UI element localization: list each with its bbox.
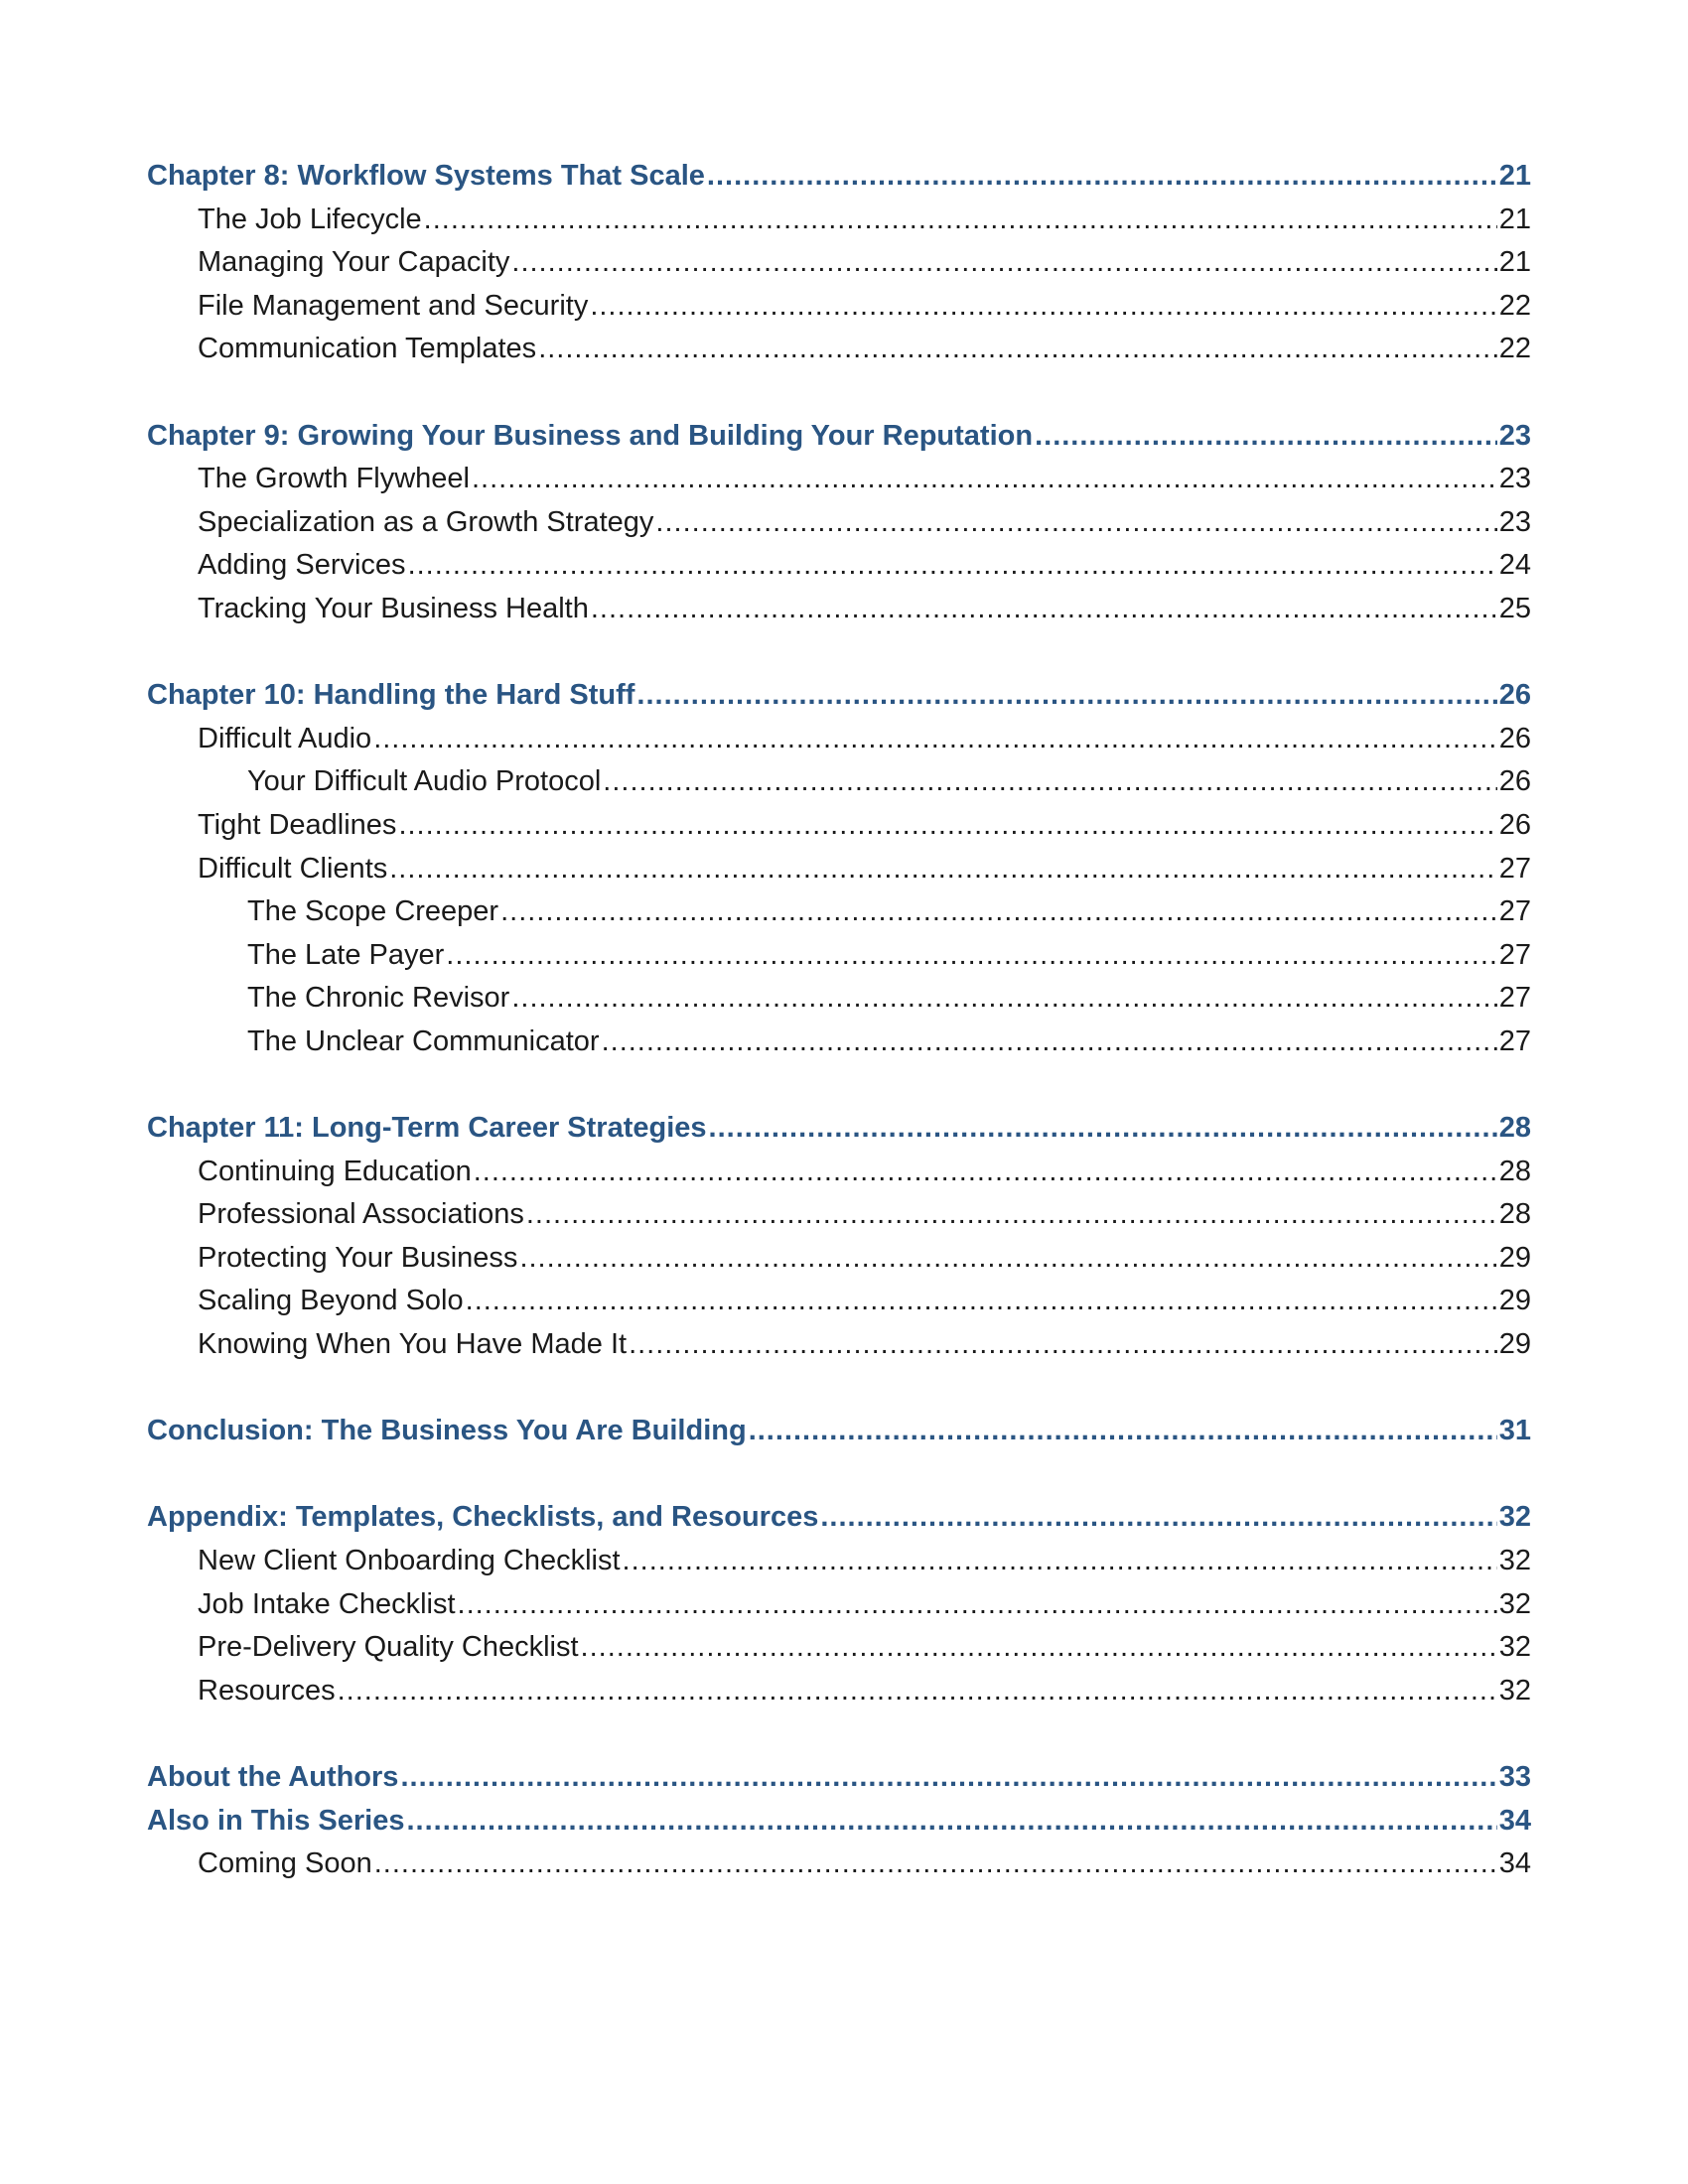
toc-entry-title: Adding Services — [198, 549, 406, 582]
dot-leader — [472, 458, 1497, 501]
toc-chapter-entry[interactable] — [147, 1496, 1531, 1540]
toc-entry-page-number: 29 — [1498, 1285, 1531, 1317]
toc-entry-title: Protecting Your Business — [198, 1241, 518, 1274]
toc-entry-title: Chapter 10: Handling the Hard Stuff — [147, 679, 635, 712]
toc-entry-title: Chapter 11: Long-Term Career Strategies — [147, 1112, 707, 1145]
toc-section-entry[interactable] — [147, 1193, 1531, 1237]
table-of-contents — [147, 155, 1531, 1886]
toc-section-entry[interactable] — [147, 458, 1531, 501]
toc-section-entry[interactable] — [147, 285, 1531, 329]
dot-leader — [538, 328, 1497, 371]
toc-entry-page-number: 23 — [1498, 419, 1531, 452]
dot-leader — [511, 977, 1496, 1021]
toc-chapter-entry[interactable] — [147, 1410, 1531, 1453]
toc-entry-page-number: 27 — [1498, 852, 1531, 885]
dot-leader — [511, 241, 1496, 285]
toc-section-entry[interactable] — [147, 1626, 1531, 1670]
toc-entry-page-number: 21 — [1498, 246, 1531, 279]
dot-leader — [820, 1496, 1496, 1540]
toc-entry-page-number: 26 — [1498, 765, 1531, 798]
toc-entry-title: Communication Templates — [198, 333, 537, 365]
toc-entry-page-number: 26 — [1498, 808, 1531, 841]
toc-section-entry[interactable] — [147, 1583, 1531, 1627]
toc-entry-title: The Scope Creeper — [247, 895, 499, 928]
dot-leader — [709, 1107, 1497, 1151]
toc-entry-title: Your Difficult Audio Protocol — [247, 765, 602, 798]
toc-entry-title: Professional Associations — [198, 1198, 524, 1231]
toc-entry-page-number: 23 — [1498, 505, 1531, 538]
toc-chapter-entry[interactable] — [147, 415, 1531, 459]
toc-entry-page-number: 26 — [1498, 722, 1531, 754]
toc-chapter-entry[interactable] — [147, 155, 1531, 199]
dot-leader — [373, 718, 1497, 761]
dot-leader — [408, 544, 1497, 588]
dot-leader — [474, 1151, 1497, 1194]
toc-entry-title: Difficult Audio — [198, 722, 372, 754]
dot-leader — [749, 1410, 1497, 1453]
toc-section-entry[interactable] — [147, 328, 1531, 371]
toc-section-entry[interactable] — [147, 199, 1531, 242]
dot-leader — [466, 1280, 1497, 1323]
toc-subsection-entry[interactable] — [147, 934, 1531, 978]
toc-entry-page-number: 27 — [1498, 895, 1531, 928]
dot-leader — [406, 1800, 1496, 1843]
toc-entry-page-number: 29 — [1498, 1328, 1531, 1361]
toc-entry-page-number: 32 — [1498, 1587, 1531, 1620]
toc-chapter-entry[interactable] — [147, 1107, 1531, 1151]
toc-section-entry[interactable] — [147, 848, 1531, 891]
toc-section-entry[interactable] — [147, 241, 1531, 285]
toc-entry-title: Resources — [198, 1674, 336, 1706]
dot-leader — [519, 1237, 1496, 1281]
toc-entry-title: Coming Soon — [198, 1847, 372, 1880]
toc-entry-page-number: 32 — [1498, 1545, 1531, 1576]
toc-section-entry[interactable] — [147, 1237, 1531, 1281]
toc-entry-title: The Job Lifecycle — [198, 203, 422, 235]
toc-entry-title: Pre-Delivery Quality Checklist — [198, 1631, 579, 1664]
toc-chapter-entry[interactable] — [147, 1800, 1531, 1843]
dot-leader — [623, 1540, 1497, 1583]
toc-subsection-entry[interactable] — [147, 1021, 1531, 1064]
toc-section-entry[interactable] — [147, 718, 1531, 761]
toc-entry-title: The Chronic Revisor — [247, 982, 510, 1015]
toc-entry-title: The Late Payer — [247, 938, 445, 971]
dot-leader — [602, 1021, 1497, 1064]
toc-entry-title: Scaling Beyond Solo — [198, 1285, 464, 1317]
toc-entry-page-number: 22 — [1498, 333, 1531, 365]
dot-leader — [707, 155, 1497, 199]
toc-entry-page-number: 22 — [1498, 289, 1531, 322]
toc-chapter-entry[interactable] — [147, 1756, 1531, 1800]
toc-entry-page-number: 27 — [1498, 982, 1531, 1015]
toc-entry-title: The Growth Flywheel — [198, 463, 470, 495]
toc-entry-title: Knowing When You Have Made It — [198, 1328, 628, 1361]
toc-entry-page-number: 32 — [1498, 1631, 1531, 1664]
toc-subsection-entry[interactable] — [147, 760, 1531, 804]
toc-entry-title: Tracking Your Business Health — [198, 592, 589, 624]
toc-entry-page-number: 27 — [1498, 938, 1531, 971]
toc-section-entry[interactable] — [147, 1280, 1531, 1323]
toc-entry-title: Managing Your Capacity — [198, 246, 510, 279]
dot-leader — [1035, 415, 1497, 459]
toc-entry-page-number: 24 — [1498, 549, 1531, 582]
toc-section-entry[interactable] — [147, 1323, 1531, 1367]
dot-leader — [500, 890, 1497, 934]
dot-leader — [629, 1323, 1497, 1367]
dot-leader — [591, 588, 1497, 631]
toc-entry-page-number: 31 — [1498, 1415, 1531, 1447]
dot-leader — [458, 1583, 1497, 1627]
toc-entry-page-number: 23 — [1498, 463, 1531, 495]
toc-section-entry[interactable] — [147, 1540, 1531, 1583]
dot-leader — [374, 1843, 1497, 1886]
toc-entry-title: New Client Onboarding Checklist — [198, 1545, 621, 1576]
toc-entry-title: Also in This Series — [147, 1804, 405, 1837]
toc-subsection-entry[interactable] — [147, 890, 1531, 934]
toc-section-entry[interactable] — [147, 1843, 1531, 1886]
toc-entry-page-number: 28 — [1498, 1112, 1531, 1145]
toc-entry-title: File Management and Security — [198, 289, 589, 322]
toc-section-entry[interactable] — [147, 501, 1531, 545]
toc-entry-title: Difficult Clients — [198, 852, 388, 885]
toc-section-entry[interactable] — [147, 544, 1531, 588]
dot-leader — [400, 1756, 1496, 1800]
toc-entry-page-number: 34 — [1498, 1847, 1531, 1880]
toc-entry-title: Job Intake Checklist — [198, 1587, 456, 1620]
toc-subsection-entry[interactable] — [147, 977, 1531, 1021]
dot-leader — [636, 674, 1496, 718]
toc-entry-title: Specialization as a Growth Strategy — [198, 505, 654, 538]
toc-entry-page-number: 32 — [1498, 1501, 1531, 1534]
toc-entry-page-number: 29 — [1498, 1241, 1531, 1274]
dot-leader — [398, 804, 1496, 848]
toc-section-entry[interactable] — [147, 804, 1531, 848]
toc-section-entry[interactable] — [147, 1151, 1531, 1194]
toc-entry-page-number: 25 — [1498, 592, 1531, 624]
toc-entry-title: About the Authors — [147, 1760, 399, 1793]
dot-leader — [526, 1193, 1497, 1237]
toc-entry-page-number: 21 — [1498, 160, 1531, 192]
toc-entry-page-number: 26 — [1498, 679, 1531, 712]
toc-entry-page-number: 33 — [1498, 1760, 1531, 1793]
toc-section-entry[interactable] — [147, 588, 1531, 631]
toc-entry-page-number: 28 — [1498, 1198, 1531, 1231]
toc-entry-page-number: 21 — [1498, 203, 1531, 235]
toc-entry-title: The Unclear Communicator — [247, 1024, 600, 1057]
dot-leader — [603, 760, 1496, 804]
toc-entry-page-number: 27 — [1498, 1024, 1531, 1057]
toc-section-entry[interactable] — [147, 1670, 1531, 1713]
toc-entry-page-number: 28 — [1498, 1155, 1531, 1187]
toc-entry-page-number: 34 — [1498, 1804, 1531, 1837]
toc-entry-page-number: 32 — [1498, 1674, 1531, 1706]
dot-leader — [338, 1670, 1497, 1713]
dot-leader — [446, 934, 1496, 978]
dot-leader — [655, 501, 1496, 545]
dot-leader — [590, 285, 1496, 329]
toc-entry-title: Tight Deadlines — [198, 808, 397, 841]
toc-chapter-entry[interactable] — [147, 674, 1531, 718]
toc-entry-title: Appendix: Templates, Checklists, and Resources — [147, 1501, 819, 1534]
dot-leader — [581, 1626, 1497, 1670]
toc-entry-title: Chapter 8: Workflow Systems That Scale — [147, 160, 705, 192]
dot-leader — [424, 199, 1497, 242]
dot-leader — [389, 848, 1496, 891]
toc-entry-title: Chapter 9: Growing Your Business and Building Your Reputation — [147, 419, 1034, 452]
toc-entry-title: Continuing Education — [198, 1155, 472, 1187]
toc-entry-title: Conclusion: The Business You Are Building — [147, 1415, 747, 1447]
